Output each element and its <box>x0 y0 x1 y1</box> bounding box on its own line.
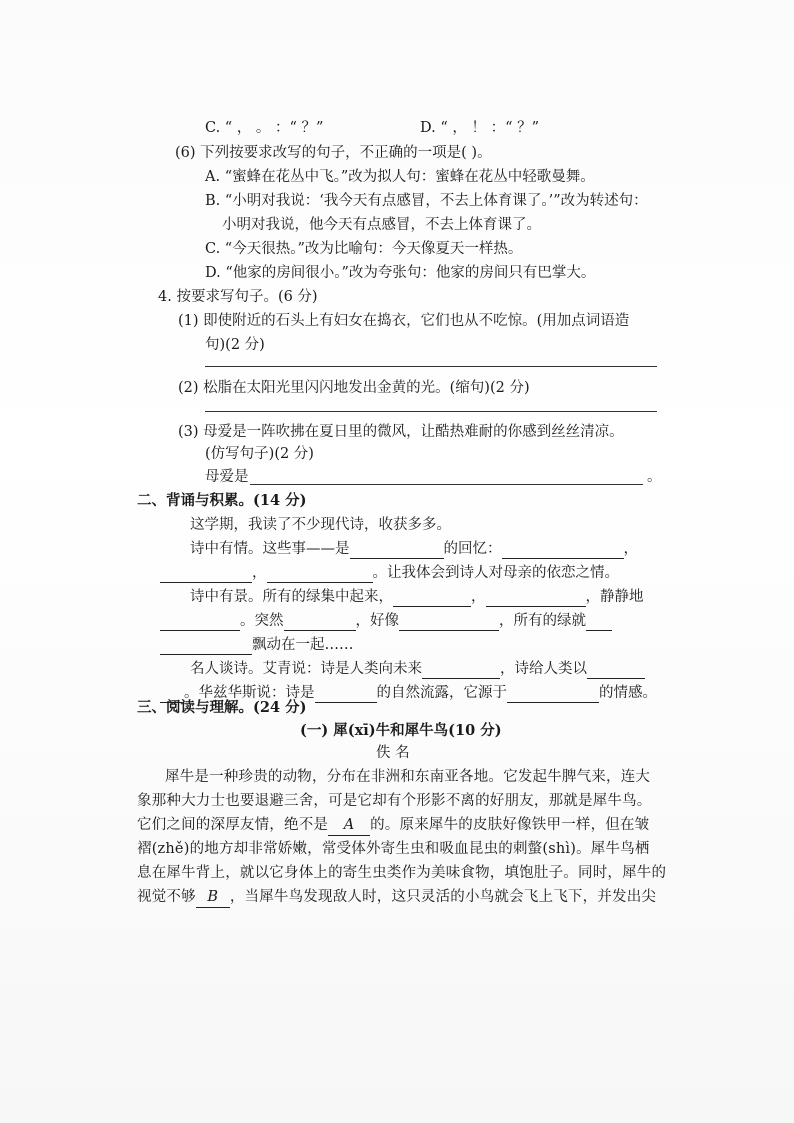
blank-11[interactable] <box>160 638 252 655</box>
blank-13[interactable] <box>587 662 645 679</box>
blank-10[interactable] <box>586 614 612 631</box>
q6-option-c: C. “今天很热。”改为比喻句：今天像夏天一样热。 <box>205 241 523 257</box>
p2-text-e: ，好像 <box>355 613 399 629</box>
section2-p3-line1 <box>190 659 645 679</box>
q6-stem: (6) 下列按要求改写的句子，不正确的一项是( )。 <box>175 145 492 161</box>
blank-12[interactable] <box>422 662 500 679</box>
passage-line-5: 息在犀牛背上，就以它身体上的寄生虫类作为美味食物，填饱肚子。同时，犀牛的 <box>137 865 667 881</box>
blank-7[interactable] <box>160 614 240 631</box>
p1-text-c: ， <box>623 541 638 557</box>
q4-stem: 4. 按要求写句子。(6 分) <box>158 289 318 305</box>
q6-option-d: D. “他家的房间很小。”改为夸张句：他家的房间只有巴掌大。 <box>205 265 596 281</box>
q4-s3-prefix: 母爱是 <box>205 469 249 485</box>
passage-line-4: 褶(zhě)的地方却非常娇嫩，常受体外寄生虫和吸血昆虫的刺螫(shì)。犀牛鸟栖 <box>137 841 650 857</box>
q4-s2: (2) 松脂在太阳光里闪闪地发出金黄的光。(缩句)(2 分) <box>178 380 530 396</box>
passage-line-6a: 视觉不够 <box>137 889 196 905</box>
passage-author: 佚 名 <box>376 745 410 761</box>
passage-line-6b: ，当犀牛鸟发现敌人时，这只灵活的小鸟就会飞上飞下，并发出尖 <box>229 889 657 905</box>
blank-2[interactable] <box>502 542 624 559</box>
p1-text-b: 的回忆： <box>443 541 502 557</box>
p2-text-d: 。突然 <box>240 613 284 629</box>
p3-text-d: 的自然流露，它源于 <box>376 685 507 701</box>
passage-line-3a: 它们之间的深厚友情，绝不是 <box>137 817 329 833</box>
q4-s1-cont: 句)(2 分) <box>205 337 265 353</box>
passage-line-1: 犀牛是一种珍贵的动物，分布在非洲和东南亚各地。它发起牛脾气来，连大 <box>165 769 651 785</box>
blank-9[interactable] <box>399 614 499 631</box>
p1-text-e: 。让我体会到诗人对母亲的依恋之情。 <box>372 565 619 581</box>
option-d: D. “ ， ！ ：“ ？” <box>420 120 540 136</box>
q6-option-b-cont: 小明对我说，他今天有点感冒，不去上体育课了。 <box>222 217 541 233</box>
blank-4[interactable] <box>267 566 373 583</box>
p2-text-b: ， <box>471 589 486 605</box>
section2-heading: 二、背诵与积累。(14 分) <box>137 492 307 509</box>
q4-s3-cont: (仿写句子)(2 分) <box>205 446 314 462</box>
passage-line-3 <box>137 815 649 836</box>
p2-text-f: ，所有的绿就 <box>499 613 586 629</box>
q6-option-a: A. “蜜蜂在花丛中飞。”改为拟人句：蜜蜂在花丛中轻歌曼舞。 <box>205 169 595 185</box>
p2-text-c: ，静静地 <box>585 589 644 605</box>
blank-8[interactable] <box>284 614 356 631</box>
p2-text-g: 飘动在一起…… <box>252 637 354 653</box>
section3-heading: 三、阅读与理解。(24 分) <box>137 699 307 716</box>
section2-p2-line1 <box>190 587 644 607</box>
blank-3[interactable] <box>160 566 252 583</box>
p3-text-b: ，诗给人类以 <box>500 661 587 677</box>
option-c: C. “ ， 。 ：“ ？” <box>205 120 324 136</box>
passage-title: (一) 犀(xī)牛和犀牛鸟(10 分) <box>300 722 502 739</box>
section2-p2-line3 <box>160 635 354 655</box>
section2-p1-line1 <box>190 539 638 559</box>
q4-s3: (3) 母爱是一阵吹拂在夏日里的微风，让酷热难耐的你感到丝丝清凉。 <box>178 424 624 440</box>
q6-option-b: B. “小明对我说：‘我今天有点感冒，不去上体育课了。’”改为转述句： <box>205 193 648 209</box>
q4-s1: (1) 即使附近的石头上有妇女在捣衣，它们也从不吃惊。(用加点词语造 <box>178 313 630 329</box>
passage-line-3b: 的。原来犀牛的皮肤好像铁甲一样，但在皱 <box>370 817 650 833</box>
blank-15[interactable] <box>315 686 377 703</box>
p2-text-a: 诗中有景。所有的绿集中起来， <box>190 589 393 605</box>
passage-line-2: 象那种大力士也要退避三舍，可是它却有个形影不离的好朋友，那就是犀牛鸟。 <box>137 793 652 809</box>
blank-a[interactable]: A <box>328 815 370 836</box>
p3-text-a: 名人谈诗。艾青说：诗是人类向未来 <box>190 661 422 677</box>
passage-line-6 <box>137 887 656 908</box>
section2-intro: 这学期，我读了不少现代诗，收获多多。 <box>190 517 451 533</box>
section2-p1-line2 <box>160 563 619 583</box>
q4-s3-suffix: 。 <box>647 469 662 485</box>
p3-text-c: 。华兹华斯说：诗是 <box>184 685 315 701</box>
p1-text-a: 诗中有情。这些事——是 <box>190 541 350 557</box>
section2-p2-line2 <box>160 611 612 631</box>
p1-text-d: ， <box>252 565 267 581</box>
blank-1[interactable] <box>350 542 444 559</box>
blank-5[interactable] <box>393 590 471 607</box>
blank-b[interactable]: B <box>196 887 230 908</box>
q4-s3-answer-line[interactable] <box>250 484 643 485</box>
q4-s2-answer-line[interactable] <box>205 411 657 412</box>
p3-text-e: 的情感。 <box>599 685 657 701</box>
blank-6[interactable] <box>486 590 586 607</box>
q4-s1-answer-line[interactable] <box>205 366 657 367</box>
blank-16[interactable] <box>507 686 599 703</box>
